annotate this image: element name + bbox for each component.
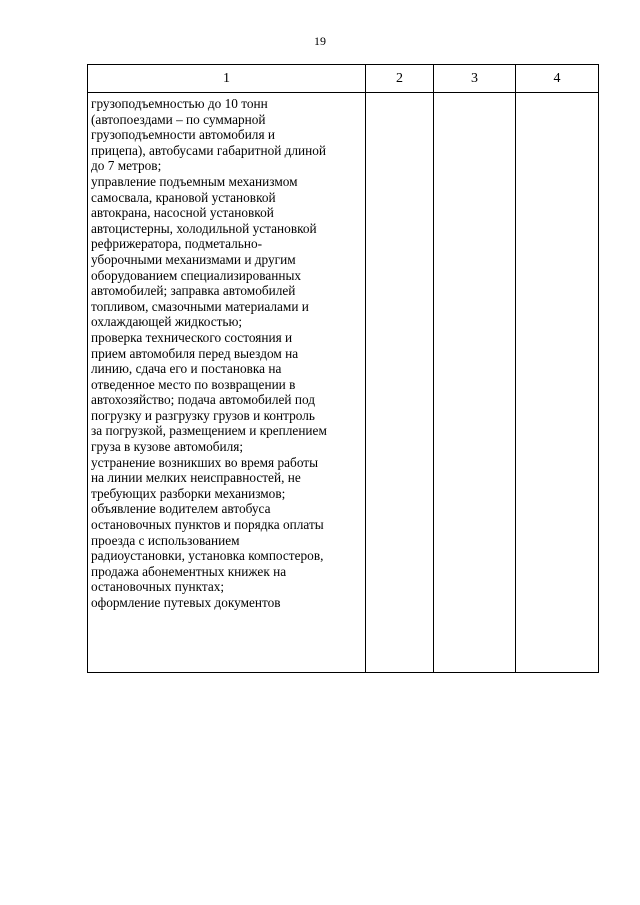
text-line: объявление водителем автобуса — [91, 501, 271, 517]
text-line: автомобилей; заправка автомобилей — [91, 283, 296, 299]
text-line: продажа абонементных книжек на — [91, 563, 287, 579]
text-line: на линии мелких неисправностей, не — [91, 470, 301, 486]
text-line: оформление путевых документов — [91, 595, 281, 610]
table-cell-col-1 — [88, 93, 366, 673]
text-line: охлаждающей жидкостью; — [91, 314, 243, 330]
document-table — [87, 64, 599, 673]
table-header-col-3: 3 — [434, 65, 516, 93]
text-line: до 7 метров; — [91, 158, 162, 174]
text-line: радиоустановки, установка компостеров, — [91, 548, 324, 564]
page-number: 19 — [314, 34, 326, 48]
text-line: (автопоездами – по суммарной — [91, 111, 266, 127]
duties-text — [88, 93, 365, 672]
text-line: линию, сдача его и постановка на — [91, 361, 282, 377]
text-line: прицепа), автобусами габаритной длиной — [91, 142, 327, 158]
text-line: устранение возникших во время работы — [91, 454, 319, 470]
text-line: грузоподъемностью до 10 тонн — [91, 96, 268, 111]
text-line: требующих разборки механизмов; — [91, 485, 286, 501]
text-line: погрузку и разгрузку грузов и контроль — [91, 407, 315, 423]
text-line: автохозяйство; подача автомобилей под — [91, 392, 316, 408]
table-cell-col-2 — [366, 93, 434, 673]
text-line: самосвала, крановой установкой — [91, 189, 276, 205]
text-line: оборудованием специализированных — [91, 267, 302, 283]
text-line: уборочными механизмами и другим — [91, 251, 296, 267]
text-line: управление подъемным механизмом — [91, 173, 298, 189]
text-line: проверка технического состояния и — [91, 329, 293, 345]
text-line: остановочных пунктах; — [91, 579, 225, 595]
table-header-col-2: 2 — [366, 65, 434, 93]
text-line: за погрузкой, размещением и креплением — [91, 423, 327, 439]
text-line: грузоподъемности автомобиля и — [91, 127, 276, 143]
text-line: отведенное место по возвращении в — [91, 376, 296, 392]
text-line: рефрижератора, подметально- — [91, 236, 263, 252]
table-header-col-1: 1 — [88, 65, 366, 93]
table-header-col-4: 4 — [516, 65, 599, 93]
text-line: топливом, смазочными материалами и — [91, 298, 309, 314]
text-line: автокрана, насосной установкой — [91, 205, 274, 221]
table-cell-col-4 — [516, 93, 599, 673]
table-cell-col-3 — [434, 93, 516, 673]
table-header-row — [88, 65, 599, 93]
text-line: груза в кузове автомобиля; — [91, 439, 244, 455]
table-row — [88, 93, 599, 673]
text-line: остановочных пунктов и порядка оплаты — [91, 517, 324, 533]
text-line: проезда с использованием — [91, 532, 240, 548]
text-line: прием автомобиля перед выездом на — [91, 345, 299, 361]
text-line: автоцистерны, холодильной установкой — [91, 220, 317, 236]
